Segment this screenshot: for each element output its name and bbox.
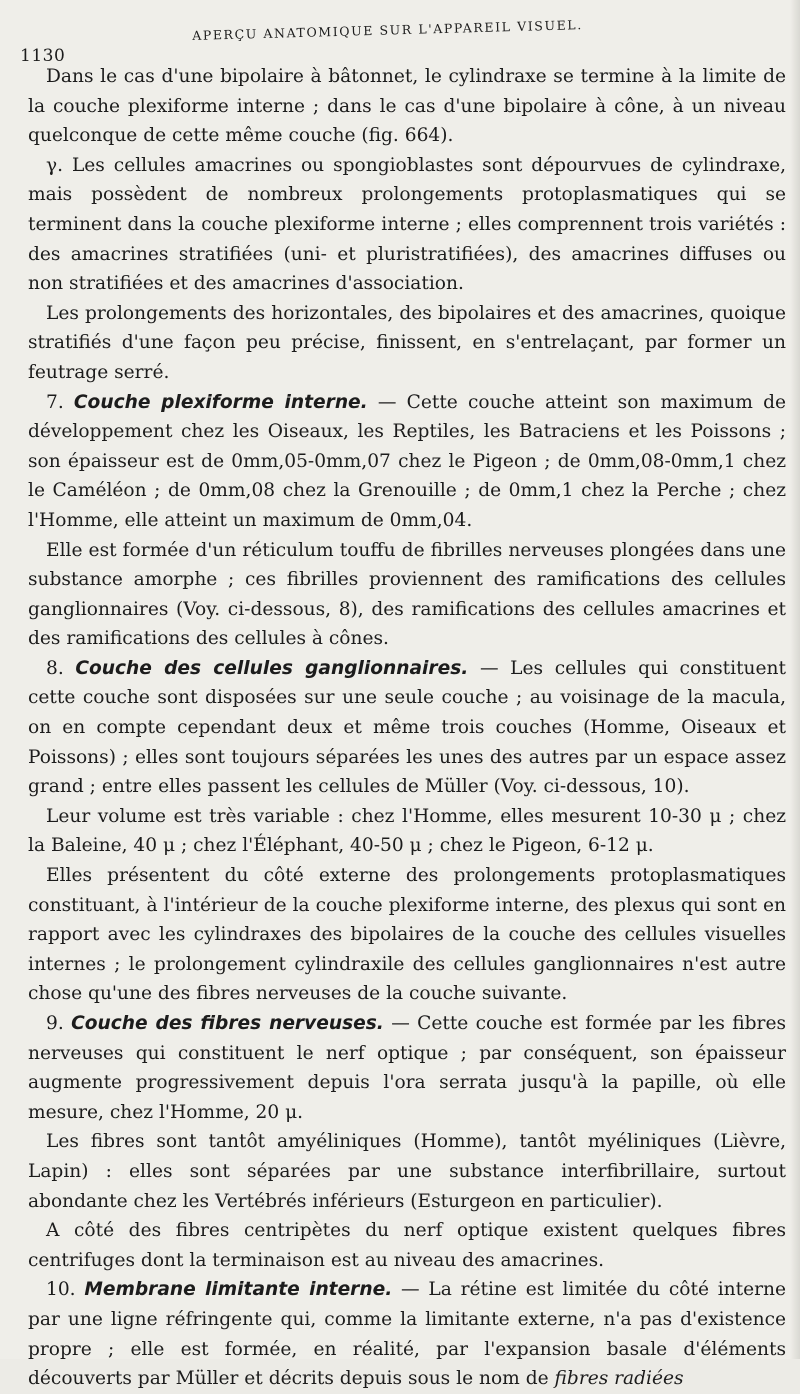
paragraph	[28, 1127, 786, 1216]
section-number: 7.	[46, 391, 64, 413]
paragraph	[28, 62, 786, 151]
paragraph-text: Elle est formée d'un réticulum touffu de fibrilles nerveuses plongées dans une substance amorphe ; ces fibrilles proviennent des ramifications des cellules ganglionnaires (Voy. ci-dessous, 8), des ramifications des cellules amacrines et des ramifications des cellules à cônes.	[28, 539, 786, 650]
body-text	[28, 62, 786, 1394]
paragraph-text: Les prolongements des horizontales, des bipolaires et des amacrines, quoique stratifiés d'une façon peu précise, finissent, en s'entrelaçant, par former un feutrage serré.	[28, 302, 786, 383]
section-heading: Couche des fibres nerveuses.	[71, 1013, 384, 1034]
running-title: APERÇU ANATOMIQUE SUR L'APPAREIL VISUEL.	[192, 17, 583, 43]
section-paragraph	[28, 388, 786, 536]
paragraph	[28, 299, 786, 388]
paragraph-text: — Cette couche atteint son maximum de développement chez les Oiseaux, les Reptiles, les Batraciens et les Poissons ; son épaisseur est de 0mm,05-0mm,07 chez le Pigeon ; de 0mm,08-0mm,1 chez le Caméléon ; de 0mm,08 chez la Grenouille ; de 0mm,1 chez la Perche ; chez l'Homme, elle atteint un maximum de 0mm,04.	[28, 391, 786, 531]
paragraph	[28, 802, 786, 861]
paragraph	[28, 151, 786, 299]
section-paragraph	[28, 1009, 786, 1127]
paragraph-text: Elles présentent du côté externe des prolongements protoplasmatiques constituant, à l'intérieur de la couche plexiforme interne, des plexus qui sont en rapport avec les cylindraxes des bipolaires de la couche des cellules visuelles internes ; le prolongement cylindraxile des cellules ganglionnaires n'est autre chose qu'une des fibres nerveuses de la couche suivante.	[28, 865, 786, 1005]
section-heading: Membrane limitante interne.	[84, 1279, 393, 1301]
page-number: 1130	[20, 46, 66, 66]
paragraph-text: — La rétine est limitée du côté interne par une ligne réfringente qui, comme la limitante externe, n'a pas d'existence propre ; elle est formée, en réalité, par l'expansion basale d'éléments découverts par Müller et décrits depuis sous le nom de	[28, 1279, 786, 1390]
paragraph-text: Les fibres sont tantôt amyéliniques (Homme), tantôt myéliniques (Lièvre, Lapin) : elles sont séparées par une substance interfibrillaire, surtout abondante chez les Vertébrés inférieurs (Esturgeon en particulier).	[28, 1131, 786, 1212]
paragraph-text: A côté des fibres centripètes du nerf optique existent quelques fibres centrifuges dont la terminaison est au niveau des amacrines.	[28, 1220, 786, 1271]
paragraph-text: Dans le cas d'une bipolaire à bâtonnet, le cylindraxe se termine à la limite de la couche plexiforme interne ; dans le cas d'une bipolaire à cône, à un niveau quelconque de cette même couche (fig. 664).	[28, 66, 786, 147]
paragraph-text: — Les cellules qui constituent cette couche sont disposées sur une seule couche ; au voisinage de la macula, on en compte cependant deux et même trois couches (Homme, Oiseaux et Poissons) ; elles sont toujours séparées les unes des autres par un espace assez grand ; entre elles passent les cellules de Müller (Voy. ci-dessous, 10).	[28, 657, 786, 798]
section-paragraph	[28, 654, 786, 802]
paragraph-text: γ. Les cellules amacrines ou spongioblastes sont dépourvues de cylindraxe, mais possèdent de nombreux prolongements protoplasmatiques qui se terminent dans la couche plexiforme interne ; elles comprennent trois variétés : des amacrines stratifiées (uni- et pluristratifiées), des amacrines diffuses ou non stratifiées et des amacrines d'association.	[28, 154, 786, 295]
paragraph	[28, 1216, 786, 1275]
paragraph-text: — Cette couche est formée par les fibres nerveuses qui constituent le nerf optique ; par conséquent, son épaisseur augmente progressivement depuis l'ora serrata jusqu'à la papille, où elle mesure, chez l'Homme, 20 μ.	[28, 1013, 786, 1123]
section-heading: Couche des cellules ganglionnaires.	[75, 657, 469, 679]
section-number: 8.	[46, 657, 64, 679]
paragraph	[28, 536, 786, 654]
paragraph-text: Leur volume est très variable : chez l'Homme, elles mesurent 10-30 μ ; chez la Baleine, 40 μ ; chez l'Éléphant, 40-50 μ ; chez le Pigeon, 6-12 μ.	[28, 805, 786, 857]
italic-term: fibres radiées	[554, 1368, 684, 1390]
section-heading: Couche plexiforme interne.	[73, 391, 368, 413]
section-number: 10.	[46, 1279, 76, 1301]
section-paragraph	[28, 1275, 786, 1393]
paragraph	[28, 861, 786, 1009]
section-number: 9.	[46, 1013, 64, 1034]
page-edge-shadow	[790, 0, 800, 1359]
